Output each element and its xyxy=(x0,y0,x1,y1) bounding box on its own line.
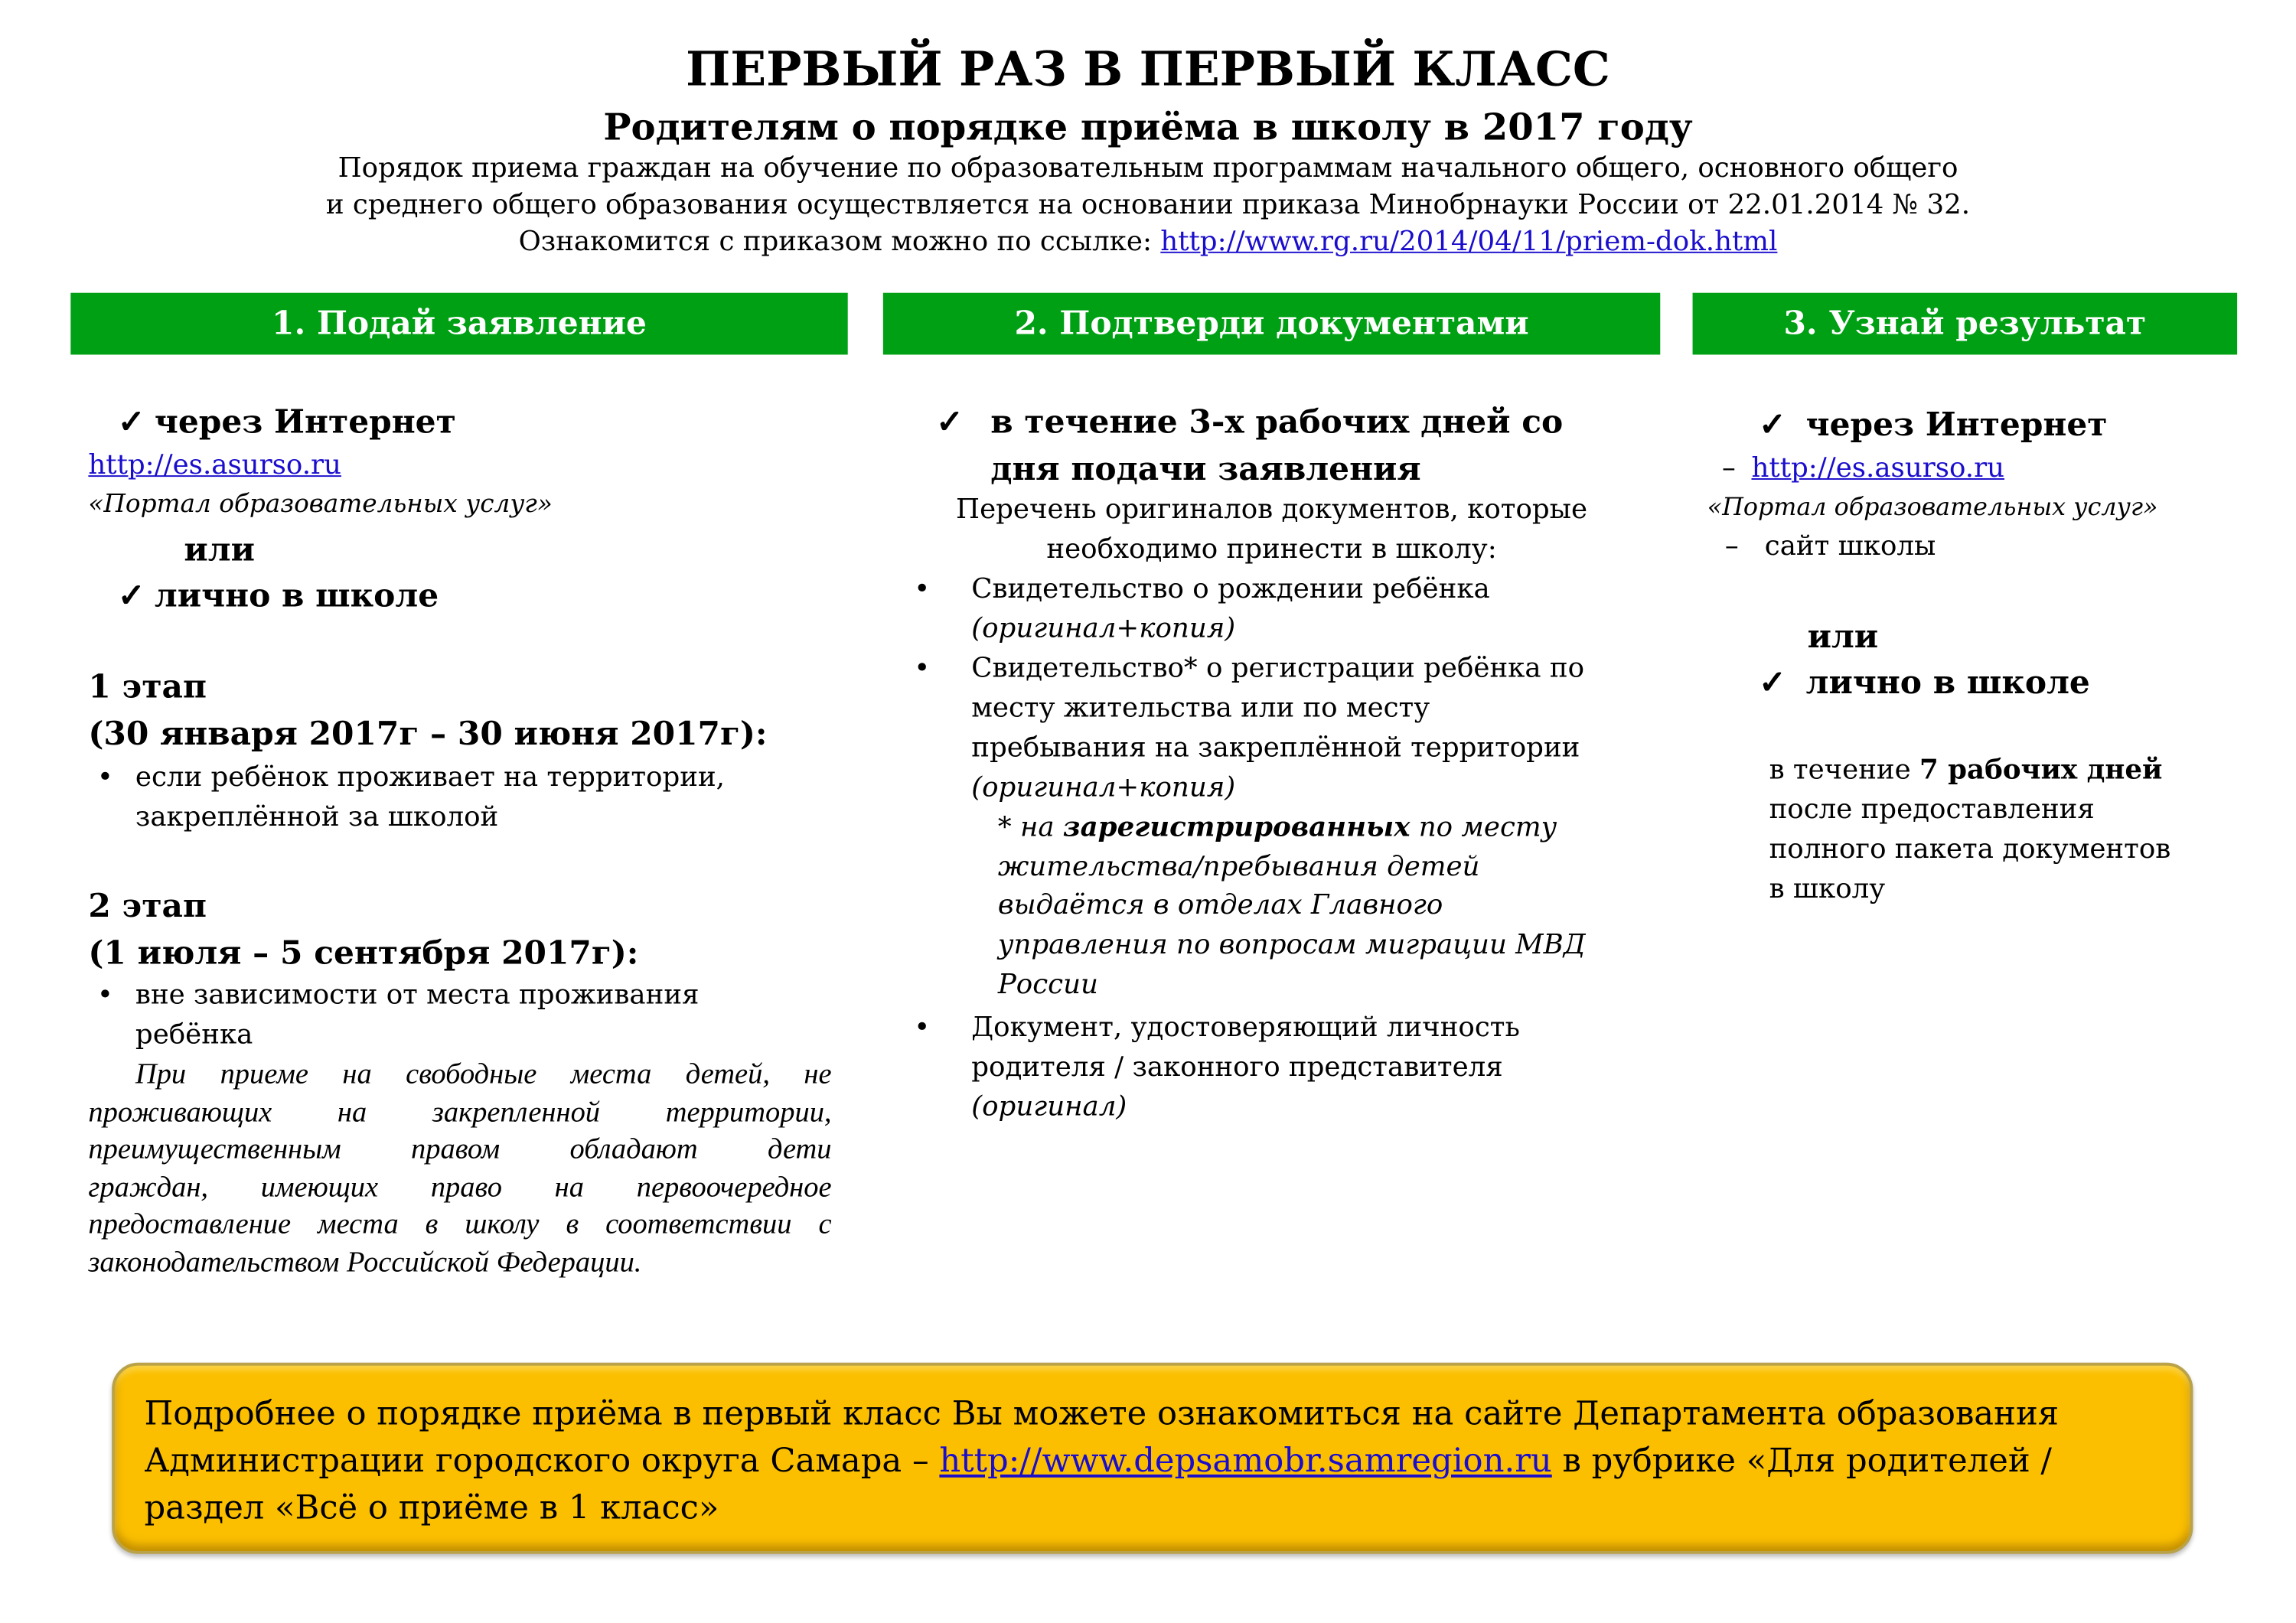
bullet-icon: • xyxy=(914,653,931,685)
result-online-label: через Интернет xyxy=(1805,406,2108,445)
depsamobr-link[interactable]: http://www.depsamobr.samregion.ru xyxy=(939,1442,1552,1481)
more-info-line xyxy=(144,1442,2053,1481)
priority-note-line: преимущественным правом обладают дети xyxy=(88,1133,832,1166)
footnote-line: выдаётся в отделах Главного xyxy=(997,890,1443,921)
result-days: 7 рабочих дней xyxy=(1919,754,2163,786)
stage-2-dates: (1 июля – 5 сентября 2017г): xyxy=(88,934,639,973)
step-3-header: 3. Узнай результат xyxy=(1693,293,2238,355)
document-note: (оригинал) xyxy=(971,1091,1127,1123)
footnote-bold: зарегистрированных xyxy=(1062,812,1411,843)
bullet-icon: • xyxy=(914,1012,931,1044)
footnote-post: по месту xyxy=(1410,812,1557,843)
priority-note-line: проживающих на закрепленной территории, xyxy=(88,1096,832,1129)
footnote-pre: * на xyxy=(997,812,1063,843)
more-info-line: раздел «Всё о приёме в 1 класс» xyxy=(144,1489,719,1528)
priority-note-line: граждан, имеющих право на первоочередное xyxy=(88,1171,832,1204)
step-1-header: 1. Подай заявление xyxy=(70,293,847,355)
document-item-id: родителя / законного представителя xyxy=(971,1052,1503,1084)
priority-note-line: предоставление места в школу в соответствии с xyxy=(88,1207,832,1241)
portal-name: «Портал образовательных услуг» xyxy=(88,490,553,520)
asurso-link[interactable]: http://es.asurso.ru xyxy=(88,450,341,481)
more-info-line: Подробнее о порядке приёма в первый класс Вы можете ознакомиться на сайте Департамента образования xyxy=(144,1395,2060,1434)
bullet-icon: • xyxy=(96,979,113,1012)
bullet-icon: • xyxy=(96,762,113,794)
school-site-label: сайт школы xyxy=(1764,531,1936,562)
stage-2-condition: вне зависимости от места проживания xyxy=(135,979,700,1012)
result-deadline xyxy=(1769,754,2163,786)
deadline-text: в течение 3-х рабочих дней со xyxy=(990,402,1564,442)
document-item-id: Документ, удостоверяющий личность xyxy=(971,1012,1520,1044)
stage-2-condition: ребёнка xyxy=(135,1019,253,1051)
checkmark-icon: ✓ xyxy=(117,576,145,615)
document-note: (оригинал+копия) xyxy=(971,613,1236,645)
priority-note-line: законодательством Российской Федерации. xyxy=(88,1246,642,1279)
footnote-line: жительства/пребывания детей xyxy=(997,852,1480,883)
checkmark-icon: ✓ xyxy=(936,402,964,442)
stage-1-title: 1 этап xyxy=(88,668,207,707)
intro-link-prefix: Ознакомится с приказом можно по ссылке: xyxy=(518,227,1152,258)
deadline-text: дня подачи заявления xyxy=(990,450,1421,489)
checkmark-icon: ✓ xyxy=(117,402,145,442)
more-info-text: Администрации городского округа Самара – xyxy=(144,1442,940,1481)
footnote-line: управления по вопросам миграции МВД xyxy=(997,930,1586,961)
or-label: или xyxy=(184,531,255,570)
intro-link-line xyxy=(0,227,2296,258)
intro-line: Порядок приема граждан на обучение по образовательным программам начального общего, основного общего xyxy=(338,153,1958,184)
dash: – xyxy=(1724,531,1739,562)
page-title: ПЕРВЫЙ РАЗ В ПЕРВЫЙ КЛАСС xyxy=(686,41,1610,97)
stage-1-condition: если ребёнок проживает на территории, xyxy=(135,762,726,794)
dash: – xyxy=(1722,453,1736,484)
stage-1-condition: закреплённой за школой xyxy=(135,802,499,833)
checkmark-icon: ✓ xyxy=(1759,663,1786,702)
result-deadline: после предоставления xyxy=(1769,794,2095,826)
page-subtitle: Родителям о порядке приёма в школу в 2017 году xyxy=(603,106,1693,149)
or-label: или xyxy=(1807,618,1879,657)
bullet-icon: • xyxy=(914,574,931,605)
result-pre: в течение xyxy=(1769,754,1920,786)
document-item-birth-certificate: Свидетельство о рождении ребёнка xyxy=(971,574,1490,605)
step-2-header: 2. Подтверди документами xyxy=(883,293,1660,355)
result-deadline: в школу xyxy=(1769,874,1886,905)
result-in-school-label: лично в школе xyxy=(1805,663,2090,702)
documents-intro: необходимо принести в школу: xyxy=(1046,534,1497,565)
document-item-registration: Свидетельство* о регистрации ребёнка по xyxy=(971,653,1585,685)
footnote-line xyxy=(997,812,1557,843)
priority-note-line: При приеме на свободные места детей, не xyxy=(135,1058,832,1091)
checkmark-icon: ✓ xyxy=(1759,406,1786,445)
stage-2-title: 2 этап xyxy=(88,887,207,926)
stage-1-dates: (30 января 2017г – 30 июня 2017г): xyxy=(88,715,768,754)
apply-in-school-label: лично в школе xyxy=(154,576,439,615)
documents-intro: Перечень оригиналов документов, которые xyxy=(956,494,1588,526)
document-note: (оригинал+копия) xyxy=(971,772,1236,804)
portal-name: «Портал образовательных услуг» xyxy=(1707,493,2158,521)
document-item-registration: месту жительства или по месту xyxy=(971,693,1430,725)
order-link[interactable]: http://www.rg.ru/2014/04/11/priem-dok.html xyxy=(1160,227,1778,258)
document-item-registration: пребывания на закреплённой территории xyxy=(971,732,1580,764)
asurso-link[interactable]: http://es.asurso.ru xyxy=(1751,453,2005,484)
apply-online-label: через Интернет xyxy=(154,402,456,442)
more-info-text: в рубрике «Для родителей / xyxy=(1551,1442,2053,1481)
result-deadline: полного пакета документов xyxy=(1769,834,2171,865)
intro-line: и среднего общего образования осуществляется на основании приказа Минобрнауки России от 22.01.2014 № 32. xyxy=(325,190,1971,221)
footnote-line: России xyxy=(997,970,1098,1001)
